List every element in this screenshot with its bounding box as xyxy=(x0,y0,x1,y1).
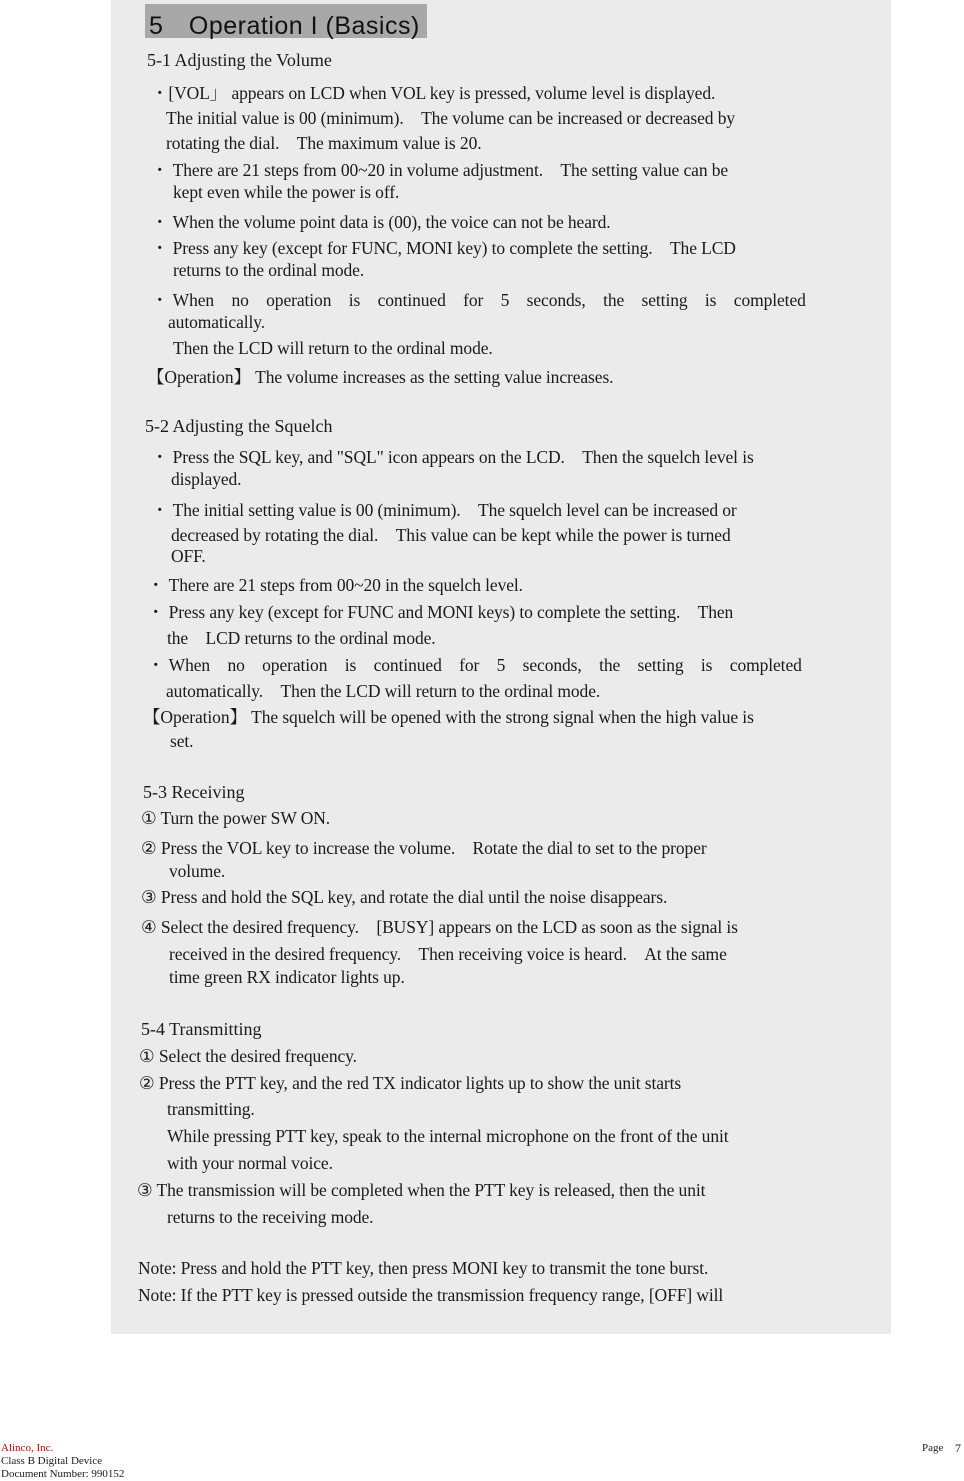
text-line: The initial value is 00 (minimum). The volume can be increased or decreased by xyxy=(166,108,736,128)
text-line: ・[VOL」 appears on LCD when VOL key is pressed, volume level is displayed. xyxy=(151,83,716,103)
text-line: returns to the ordinal mode. xyxy=(173,260,365,280)
text-line: time green RX indicator lights up. xyxy=(169,967,405,987)
text-line: ・ When no operation is continued for 5 seconds, the setting is completed xyxy=(151,290,806,310)
text-line: returns to the receiving mode. xyxy=(167,1207,374,1227)
heading-5-4: 5-4 Transmitting xyxy=(141,1019,262,1039)
heading-5-2: 5-2 Adjusting the Squelch xyxy=(145,416,333,436)
text-line: ・ When the volume point data is (00), the voice can not be heard. xyxy=(151,212,611,232)
note-line: Note: If the PTT key is pressed outside the transmission frequency range, [OFF] will xyxy=(138,1285,724,1305)
text-line: with your normal voice. xyxy=(167,1153,333,1173)
footer-company: Alinco, Inc. xyxy=(1,1442,54,1454)
text-line: ② Press the VOL key to increase the volume. Rotate the dial to set to the proper xyxy=(141,838,707,858)
heading-5-1: 5-1 Adjusting the Volume xyxy=(147,50,332,70)
text-line: OFF. xyxy=(171,546,206,566)
text-line: ・ There are 21 steps from 00~20 in the squelch level. xyxy=(147,575,523,595)
text-line: ・ Press any key (except for FUNC, MONI key) to complete the setting. The LCD xyxy=(151,238,736,258)
text-line: decreased by rotating the dial. This value can be kept while the power is turned xyxy=(171,525,731,545)
text-line: displayed. xyxy=(171,469,242,489)
text-line: ③ Press and hold the SQL key, and rotate the dial until the noise disappears. xyxy=(141,887,668,907)
heading-5-3: 5-3 Receiving xyxy=(143,782,245,802)
text-line: ・ Press any key (except for FUNC and MONI keys) to complete the setting. Then xyxy=(147,602,734,622)
text-line: ① Turn the power SW ON. xyxy=(141,808,331,828)
section-title-box xyxy=(145,4,427,38)
text-line: set. xyxy=(170,731,194,751)
text-line: automatically. xyxy=(168,312,266,332)
text-line: ① Select the desired frequency. xyxy=(139,1046,357,1066)
text-line: ・ The initial setting value is 00 (minimum). The squelch level can be increased or xyxy=(151,500,737,520)
text-line: ③ The transmission will be completed when the PTT key is released, then the unit xyxy=(137,1180,706,1200)
footer-document-number: Document Number: 990152 xyxy=(1,1468,125,1480)
text-line: kept even while the power is off. xyxy=(173,182,400,202)
footer-device-class: Class B Digital Device xyxy=(1,1455,103,1467)
footer-page-number: 7 xyxy=(955,1441,961,1455)
text-line: rotating the dial. The maximum value is 20. xyxy=(166,133,482,153)
text-line: volume. xyxy=(169,861,226,881)
text-line: automatically. Then the LCD will return to the ordinal mode. xyxy=(166,681,601,701)
text-line: While pressing PTT key, speak to the internal microphone on the front of the unit xyxy=(167,1126,729,1146)
text-line: ② Press the PTT key, and the red TX indicator lights up to show the unit starts xyxy=(139,1073,682,1093)
text-line: ④ Select the desired frequency. [BUSY] appears on the LCD as soon as the signal is xyxy=(141,917,738,937)
text-line: 【Operation】 The squelch will be opened with the strong signal when the high value is xyxy=(143,707,754,727)
note-line: Note: Press and hold the PTT key, then press MONI key to transmit the tone burst. xyxy=(138,1258,709,1278)
text-line: the LCD returns to the ordinal mode. xyxy=(167,628,436,648)
text-line: transmitting. xyxy=(167,1099,255,1119)
text-line: 【Operation】 The volume increases as the setting value increases. xyxy=(147,367,614,387)
section-title: 5 Operation I (Basics) xyxy=(149,12,420,40)
text-line: ・ There are 21 steps from 00~20 in volume adjustment. The setting value can be xyxy=(151,160,729,180)
text-line: ・ When no operation is continued for 5 seconds, the setting is completed xyxy=(147,655,802,675)
text-line: Then the LCD will return to the ordinal mode. xyxy=(173,338,493,358)
footer-page-label: Page xyxy=(922,1442,944,1454)
scanned-page xyxy=(111,0,891,1334)
text-line: ・ Press the SQL key, and "SQL" icon appears on the LCD. Then the squelch level is xyxy=(151,447,754,467)
text-line: received in the desired frequency. Then receiving voice is heard. At the same xyxy=(169,944,727,964)
